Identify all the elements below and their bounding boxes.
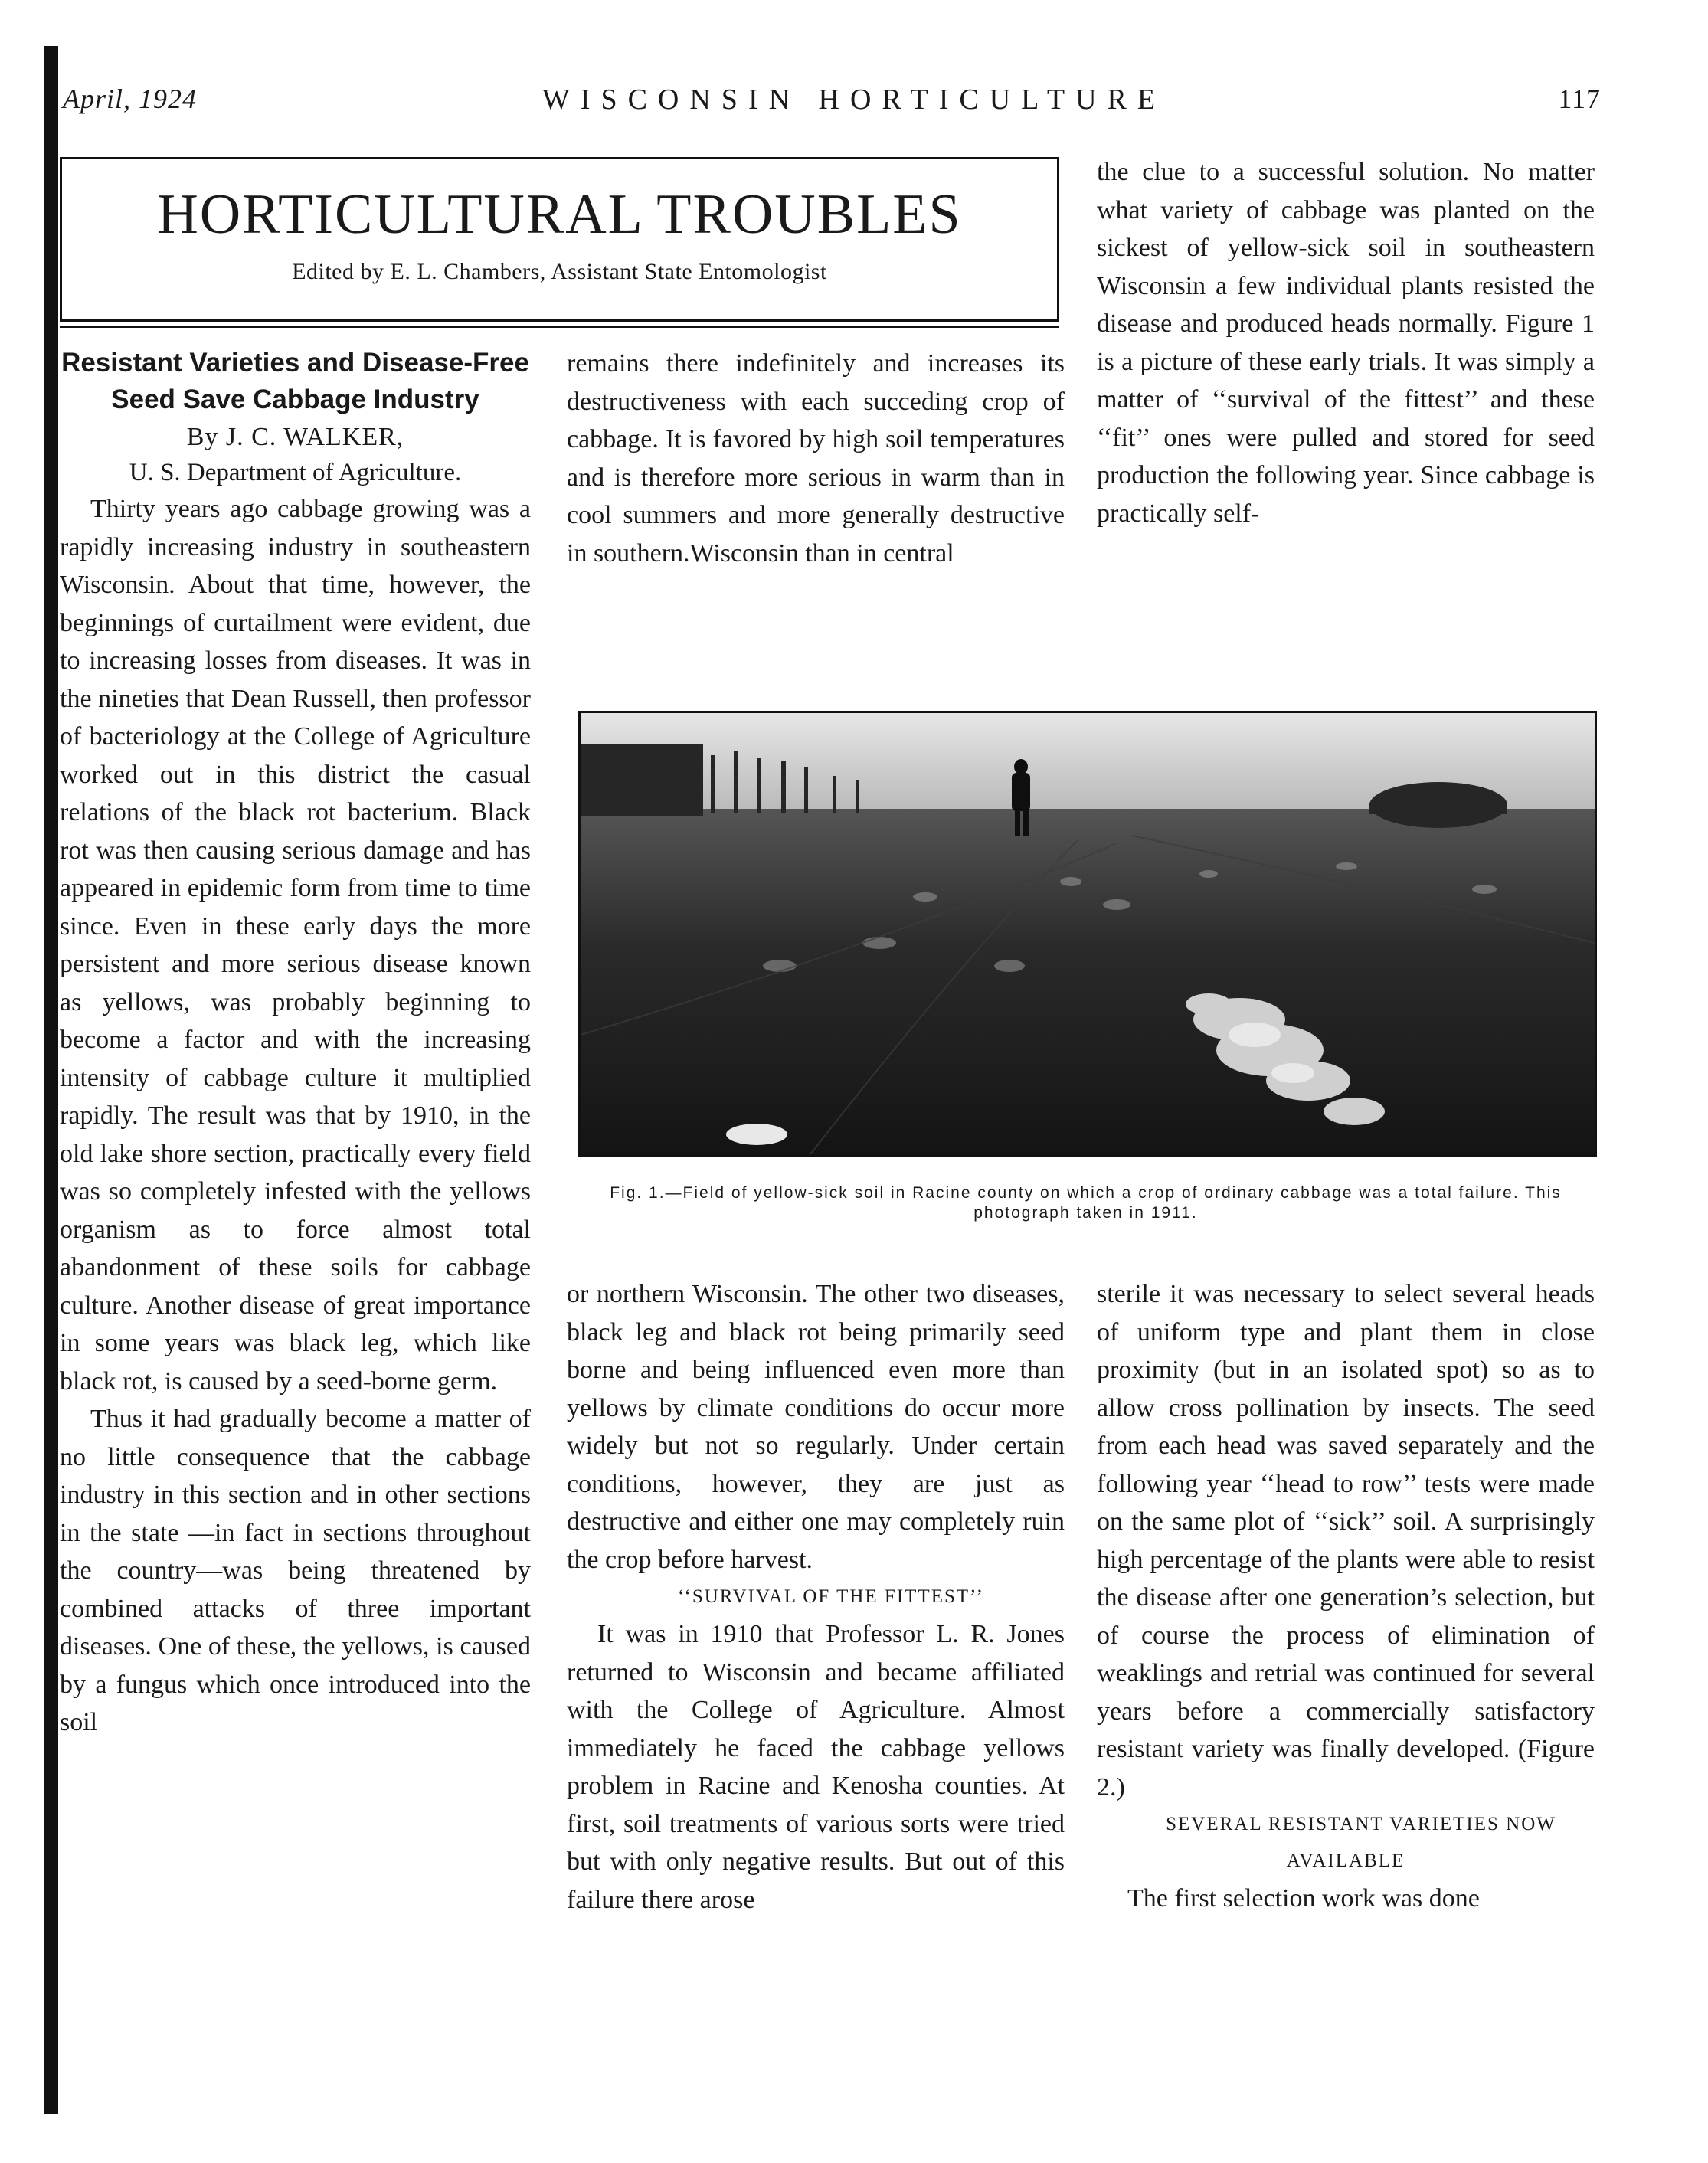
journal-title: WISCONSIN HORTICULTURE [542, 83, 1166, 116]
subheading: SEVERAL RESISTANT VARIETIES NOW AVAILABLE [1166, 1814, 1556, 1871]
right-column-bottom [1097, 1275, 1595, 1918]
paragraph: the clue to a successful solution. No matter what variety of cabbage was planted on the sickest of yellow-sick soil in southeastern Wisconsin a few individual plants resisted the disease and produced heads normally. Figure 1 is a picture of these early trials. It was simply a matter of ‘‘survival of the fittest’’ and these ‘‘fit’’ ones were pulled and stored for seed production the following year. Since cabbage is practically self- [1097, 158, 1595, 528]
masthead-rule [60, 326, 1059, 328]
figure-1-caption: Fig. 1.—Field of yellow-sick soil in Racine county on which a crop of ordinary cabbage was a total failure. This photograph taken in 1911. [610, 1184, 1562, 1222]
issue-date: April, 1924 [63, 83, 198, 114]
article-title: Resistant Varieties and Disease-Free Seed Save Cabbage Industry [61, 348, 529, 414]
section-masthead [60, 157, 1059, 322]
page-binding-edge [44, 46, 58, 2114]
paragraph: Thus it had gradually become a matter of no little consequence that the cabbage industry in this section and in other sections in the state —in fact in sections throughout the country—was being threatened by combined attacks of three important diseases. One of these, the yellows, is caused by a fungus which once introduced into the soil [60, 1405, 531, 1736]
cabbage-field-photo [581, 713, 1595, 1154]
article-affiliation: U. S. Department of Agriculture. [129, 459, 462, 486]
middle-column-bottom [567, 1275, 1065, 1919]
paragraph: or northern Wisconsin. The other two diseases, black leg and black rot being primarily seed borne and being influenced even more than yellows by climate conditions do occur more widely but not so regularly. Under certain conditions, however, they are just as destructive and either one may completely ruin the crop before harvest. [567, 1280, 1065, 1574]
page-number: 117 [1558, 83, 1601, 114]
paragraph: sterile it was necessary to select several heads of uniform type and plant them in close proximity (but in an isolated spot) so as to allow cross pollination by insects. The seed from each head was saved separately and the following year ‘‘head to row’’ tests were made on the same plot of ‘‘sick’’ soil. A surprisingly high percentage of the plants were able to resist the disease after one generation’s selection, but of course the process of elimination of weaklings and retrial was continued for several years before a commercially satisfactory resistant variety was finally developed. (Figure 2.) [1097, 1280, 1595, 1801]
paragraph: The first selection work was done [1127, 1884, 1480, 1913]
section-editor: Edited by E. L. Chambers, Assistant State Entomologist [292, 259, 827, 284]
section-title: HORTICULTURAL TROUBLES [157, 183, 962, 246]
paragraph: It was in 1910 that Professor L. R. Jones returned to Wisconsin and became affiliated with the College of Agriculture. Almost immediately he faced the cabbage yellows problem in Racine and Kenosha counties. At first, soil treatments of various sorts were tried but with only negative results. But out of this failure there arose [567, 1620, 1065, 1914]
left-column [60, 345, 531, 1742]
middle-column-top [567, 345, 1065, 572]
subheading: ‘‘SURVIVAL OF THE FITTEST’’ [678, 1586, 984, 1607]
paragraph: remains there indefinitely and increases its destructiveness with each succeding crop of cabbage. It is favored by high soil temperatures and is therefore more serious in warm than in cool summers and more generally destructive in southern.Wisconsin than in central [567, 349, 1065, 568]
figure-1-photo [578, 711, 1597, 1157]
paragraph: Thirty years ago cabbage growing was a rapidly increasing industry in southeastern Wisconsin. About that time, however, the beginnings of curtailment were evident, due to increasing losses from diseases. It was in the nineties that Dean Russell, then professor of bacteriology at the College of Agriculture worked out in this district the casual relations of the black rot bacterium. Black rot was then causing serious damage and has appeared in epidemic form from time to time since. Even in these early days the more persistent and more serious disease known as yellows, was probably beginning to become a factor and with the increasing intensity of cabbage culture it multiplied rapidly. The result was that by 1910, in the old lake shore section, practically every field was so completely infested with the yellows organism as to force almost total abandonment of these soils for cabbage culture. Another disease of great importance in some years was black leg, which like black rot, is caused by a seed-borne germ. [60, 495, 531, 1396]
article-byline: By J. C. WALKER, [186, 423, 404, 451]
right-column-top [1097, 153, 1595, 532]
